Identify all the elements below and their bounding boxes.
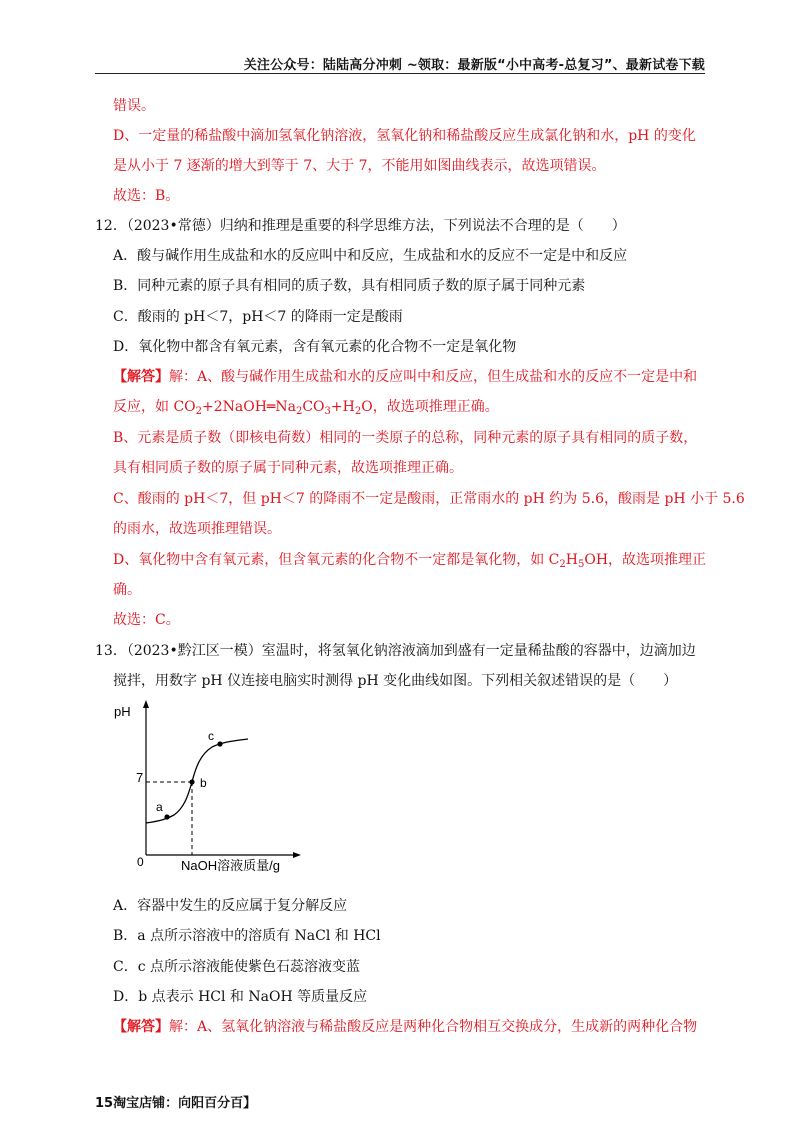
q12-answer-line-5: C、酸雨的 pH＜7，但 pH＜7 的降雨不一定是酸雨，正常雨水的 pH 约为 5.6，酸雨是 pH 小于 5.6 — [113, 491, 745, 507]
q13-option-d: D．b 点表示 HCl 和 NaOH 等质量反应 — [113, 989, 368, 1005]
page-footer: 15淘宝店铺：向阳百分百】 — [95, 1096, 257, 1111]
point-c-label: c — [208, 729, 214, 743]
q13-option-a: A．容器中发生的反应属于复分解反应 — [113, 898, 348, 914]
point-c — [217, 741, 222, 746]
prev-answer-line-2: D、一定量的稀盐酸中滴加氢氧化钠溶液，氢氧化钠和稀盐酸反应生成氯化钠和水，pH 的变化 — [113, 128, 696, 144]
q13-stem-line-1: 13．（2023•黔江区一模）室温时，将氢氧化钠溶液滴加到盛有一定量稀盐酸的容器中，边滴加边 — [95, 643, 696, 659]
origin-label: 0 — [137, 855, 144, 869]
q12-answer-choice: 故选：C。 — [113, 612, 180, 628]
q12-answer-line-4: 具有相同质子数的原子属于同种元素，故选项推理正确。 — [113, 460, 463, 476]
q12-answer-line-2: 反应，如 $CO_2+2NaOH═Na_2CO_3+H_2O$，故选项推理正确。 — [113, 399, 499, 417]
q12-option-b: B．同种元素的原子具有相同的质子数，具有相同质子数的原子属于同种元素 — [113, 278, 586, 294]
q13-answer-line-1: 【解答】解：A、氢氧化钠溶液与稀盐酸反应是两种化合物相互交换成分，生成新的两种化合物 — [113, 1019, 698, 1035]
q12-option-d: D．氧化物中都含有氧元素，含有氧元素的化合物不一定是氧化物 — [113, 339, 517, 355]
header-rule — [95, 73, 705, 74]
q12-answer-line-7: D、氧化物中含有氧元素，但含氧元素的化合物不一定都是氧化物，如 $C_2H_5OH$，故选项推理正 — [113, 552, 707, 570]
answer-tag: 【解答】 — [113, 369, 169, 385]
q13-option-b: B．a 点所示溶液中的溶质有 NaCl 和 HCl — [113, 928, 381, 944]
y-axis-arrow — [143, 700, 149, 708]
q12-answer-line-1: 【解答】解：A、酸与碱作用生成盐和水的反应叫中和反应，但生成盐和水的反应不一定是中和 — [113, 369, 698, 385]
q12-option-c: C．酸雨的 pH＜7，pH＜7 的降雨一定是酸雨 — [113, 309, 403, 325]
q13-stem-line-2: 搅拌，用数字 pH 仪连接电脑实时测得 pH 变化曲线如图。下列相关叙述错误的是（ ） — [113, 673, 678, 689]
q12-stem: 12．（2023•常德）归纳和推理是重要的科学思维方法，下列说法不合理的是（ ） — [95, 218, 626, 234]
x-axis-arrow — [293, 852, 301, 858]
y-axis-label: pH — [114, 704, 131, 719]
x-axis-label: NaOH溶液质量/g — [181, 858, 280, 873]
answer-tag: 【解答】 — [113, 1019, 169, 1035]
q12-answer-line-8: 确。 — [113, 582, 141, 598]
point-a — [164, 814, 169, 819]
prev-answer-choice: 故选：B。 — [113, 188, 180, 204]
point-b-label: b — [200, 776, 207, 790]
point-a-label: a — [156, 800, 163, 814]
ph-curve-chart — [112, 700, 312, 880]
point-b — [189, 779, 194, 784]
page-header: 关注公众号：陆陆高分冲刺 ~领取：最新版“小中高考-总复习”、最新试卷下载 — [243, 58, 705, 73]
prev-answer-line-3: 是从小于 7 逐渐的增大到等于 7、大于 7，不能用如图曲线表示，故选项错误。 — [113, 158, 606, 174]
q13-option-c: C．c 点所示溶液能使紫色石蕊溶液变蓝 — [113, 959, 361, 975]
q12-option-a: A．酸与碱作用生成盐和水的反应叫中和反应，生成盐和水的反应不一定是中和反应 — [113, 248, 628, 264]
y-tick-7: 7 — [136, 770, 144, 785]
q12-answer-line-6: 的雨水，故选项推理错误。 — [113, 521, 281, 537]
q12-answer-line-3: B、元素是质子数（即核电荷数）相同的一类原子的总称，同种元素的原子具有相同的质子数， — [113, 430, 698, 446]
prev-answer-line-1: 错误。 — [113, 98, 155, 114]
